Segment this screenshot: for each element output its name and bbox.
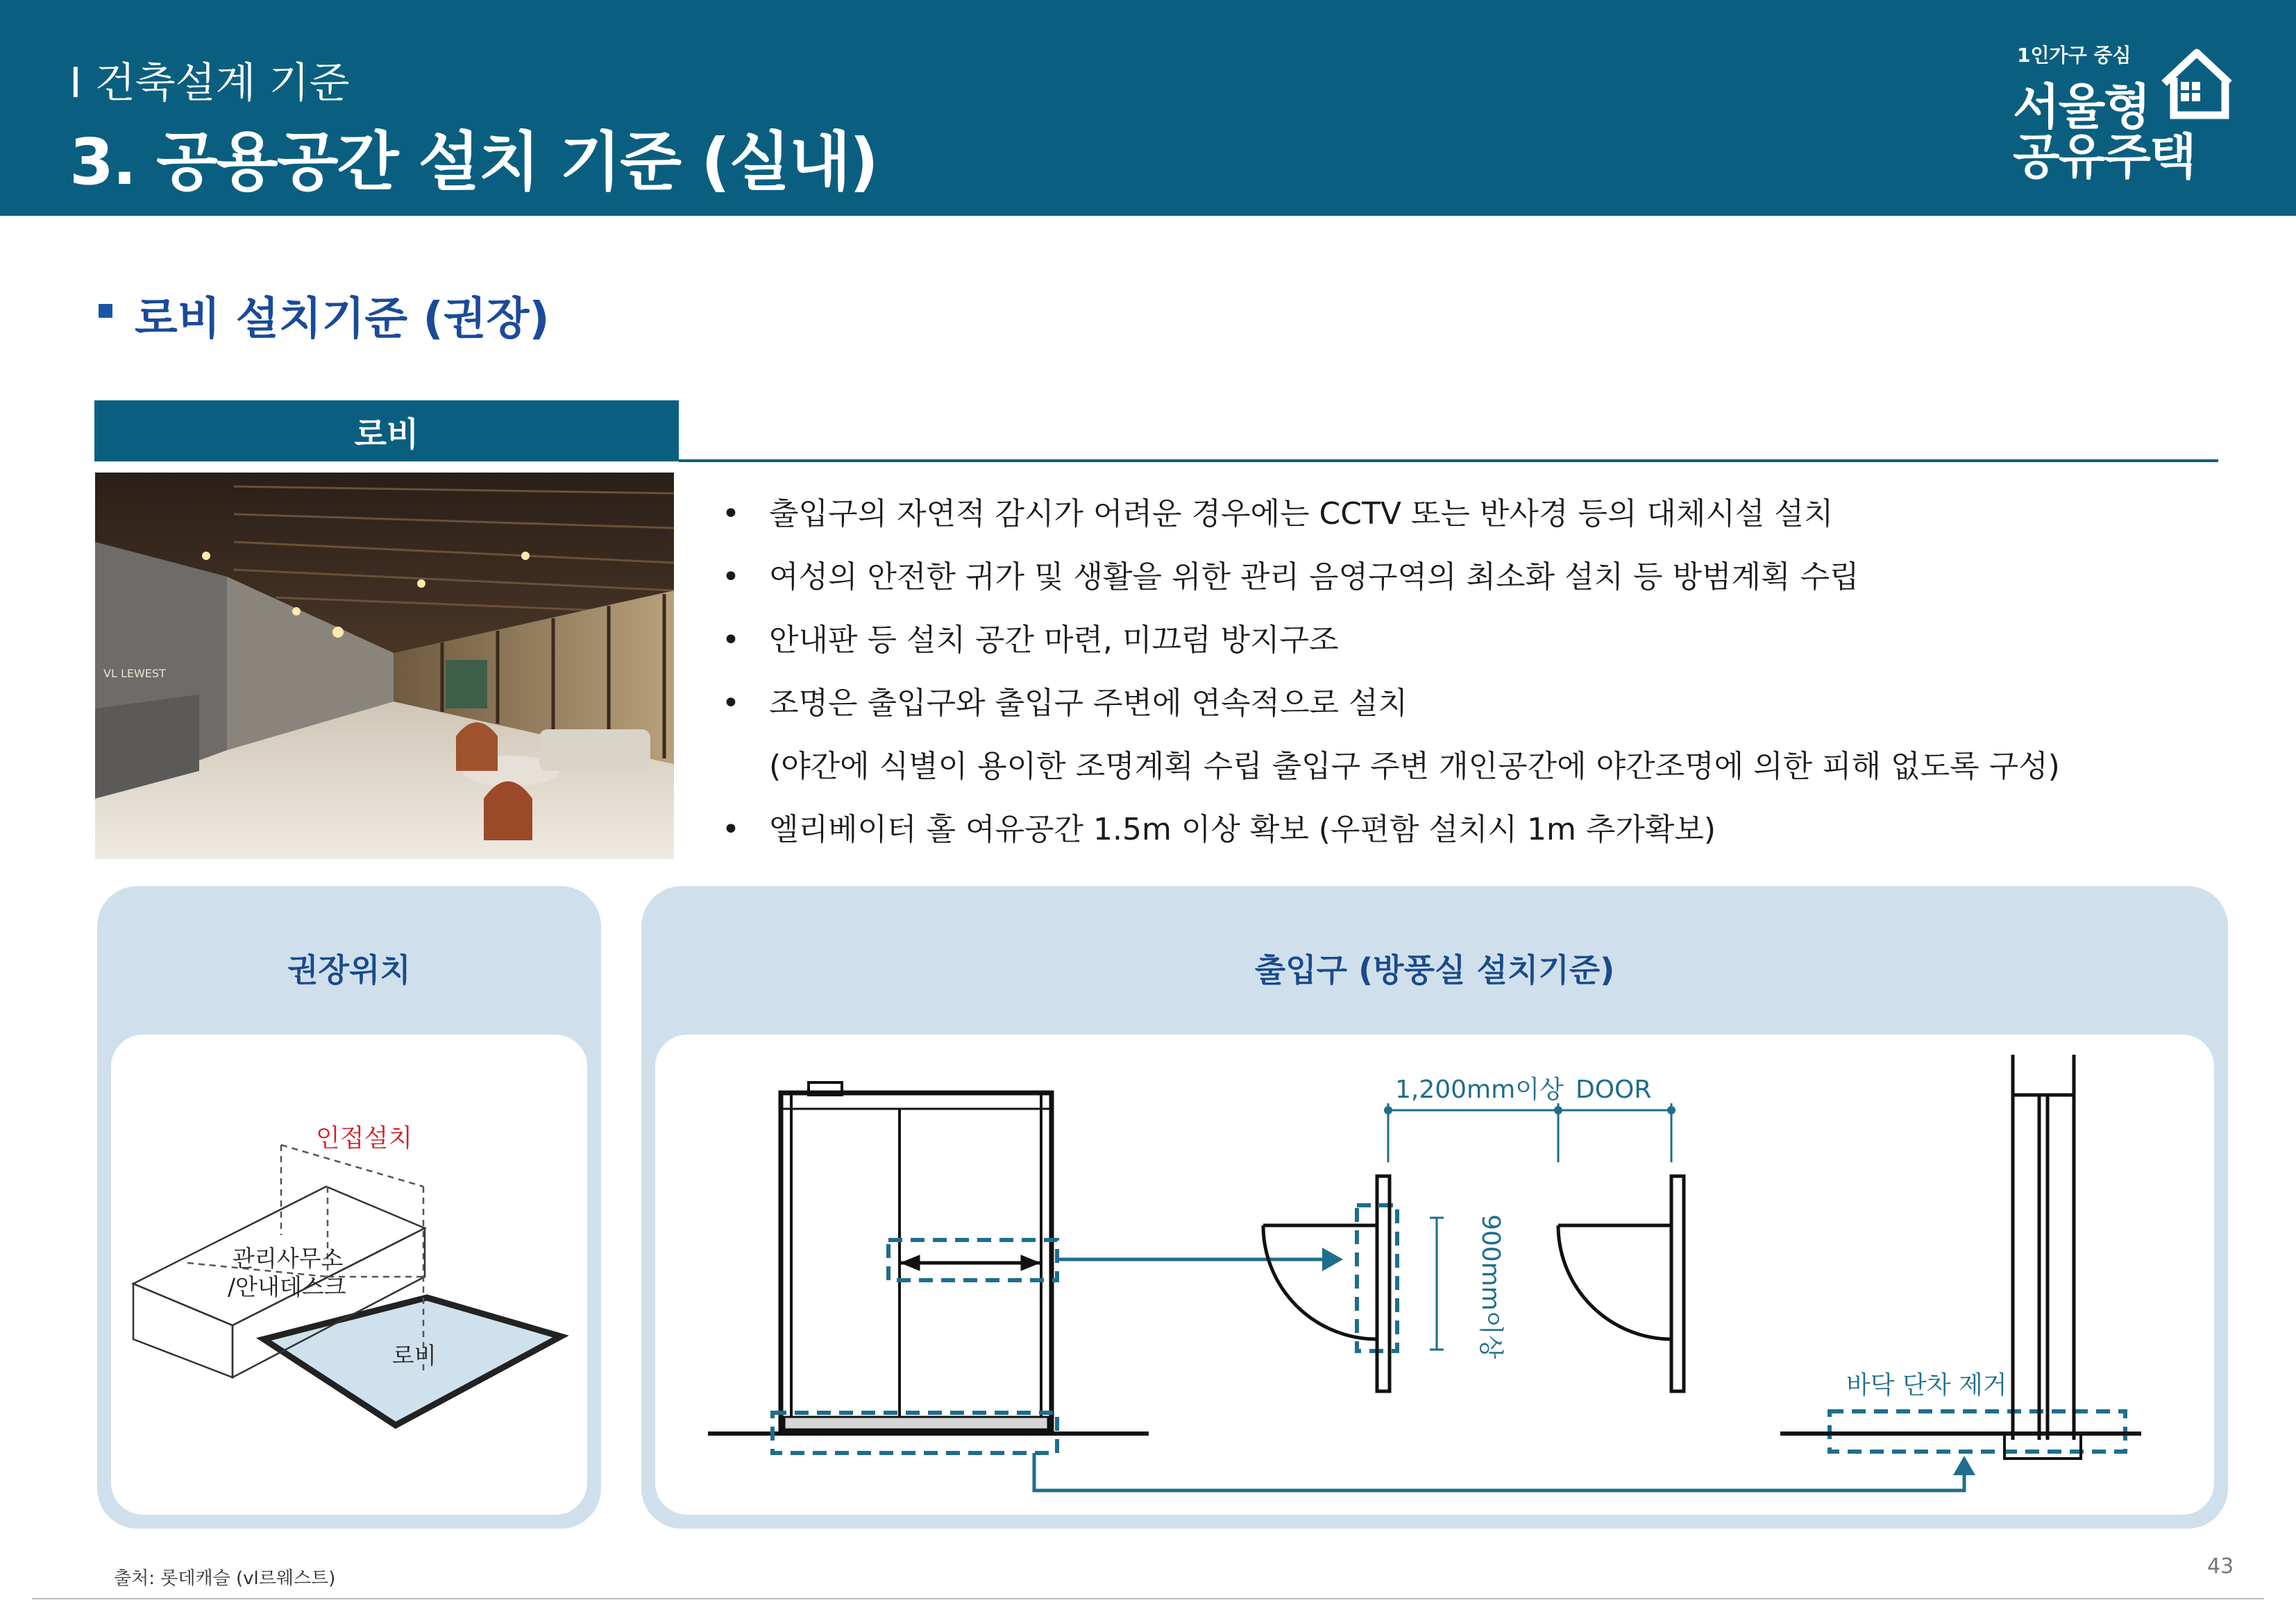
subsection-title: 로비 설치기준 (권장) <box>135 294 550 345</box>
entrance-panel-title: 출입구 (방풍실 설치기준) <box>1254 951 1615 989</box>
logo-line1: 서울형 <box>2013 78 2150 135</box>
lobby-tab-label: 로비 <box>94 400 679 461</box>
bullet-dot: • <box>722 686 740 721</box>
page-number: 43 <box>2207 1554 2234 1579</box>
callout-arrowhead <box>1953 1456 1975 1475</box>
office-label-line1: 관리사무소 <box>233 1245 344 1272</box>
logo-tagline: 1인가구 중심 <box>2017 44 2132 67</box>
callout-dashed-boxes <box>773 1205 2125 1453</box>
lobby-area-label: 로비 <box>392 1342 437 1369</box>
callout-arrowhead <box>1322 1248 1343 1271</box>
bullet-dot: • <box>722 812 740 847</box>
location-isometric-diagram <box>133 1145 561 1425</box>
bullet-dot: • <box>722 496 740 532</box>
list-item-text: 출입구의 자연적 감시가 어려운 경우에는 CCTV 또는 반사경 등의 대체시설 설치 <box>769 496 1834 532</box>
section-label: I 건축설계 기준 <box>69 59 350 108</box>
adjacent-installation-label: 인접설치 <box>316 1124 413 1153</box>
bullet-dot: • <box>722 559 740 595</box>
source-note: 출처: 롯데캐슬 (vl르웨스트) <box>114 1568 336 1589</box>
page-title: 3. 공용공간 설치 기준 (실내) <box>69 125 877 199</box>
list-item-text: 안내판 등 설치 공간 마련, 미끄럼 방지구조 <box>769 622 1339 658</box>
door-plan-view <box>1263 1176 1684 1391</box>
list-item-text: (야간에 식별이 용이한 조명계획 수립 출입구 주변 개인공간에 야간조명에 의한 피해 없도록 구성) <box>769 749 2060 784</box>
logo-line2: 공유주택 <box>2013 128 2195 185</box>
recommended-location-title: 권장위치 <box>287 951 411 989</box>
list-item-text: 여성의 안전한 귀가 및 생활을 위한 관리 음영구역의 최소화 설치 등 방범계획 수립 <box>769 559 1859 595</box>
footer-rule <box>32 1598 2264 1599</box>
width-dimension-label: 1,200mm이상 <box>1395 1076 1564 1104</box>
list-item-text: 조명은 출입구와 출입구 주변에 연속적으로 설치 <box>769 686 1408 721</box>
depth-dimension-label: 900mm이상 <box>1476 1214 1505 1359</box>
photo-sign-text: VL LEWEST <box>103 667 166 680</box>
door-label: DOOR <box>1576 1076 1652 1104</box>
office-label-line2: /안내데스크 <box>228 1273 346 1300</box>
list-item-text: 엘리베이터 홀 여유공간 1.5m 이상 확보 (우편함 설치시 1m 추가확보) <box>769 812 1716 847</box>
threshold-removal-label: 바닥 단차 제거 <box>1846 1371 2007 1400</box>
bullet-dot: • <box>722 622 740 658</box>
